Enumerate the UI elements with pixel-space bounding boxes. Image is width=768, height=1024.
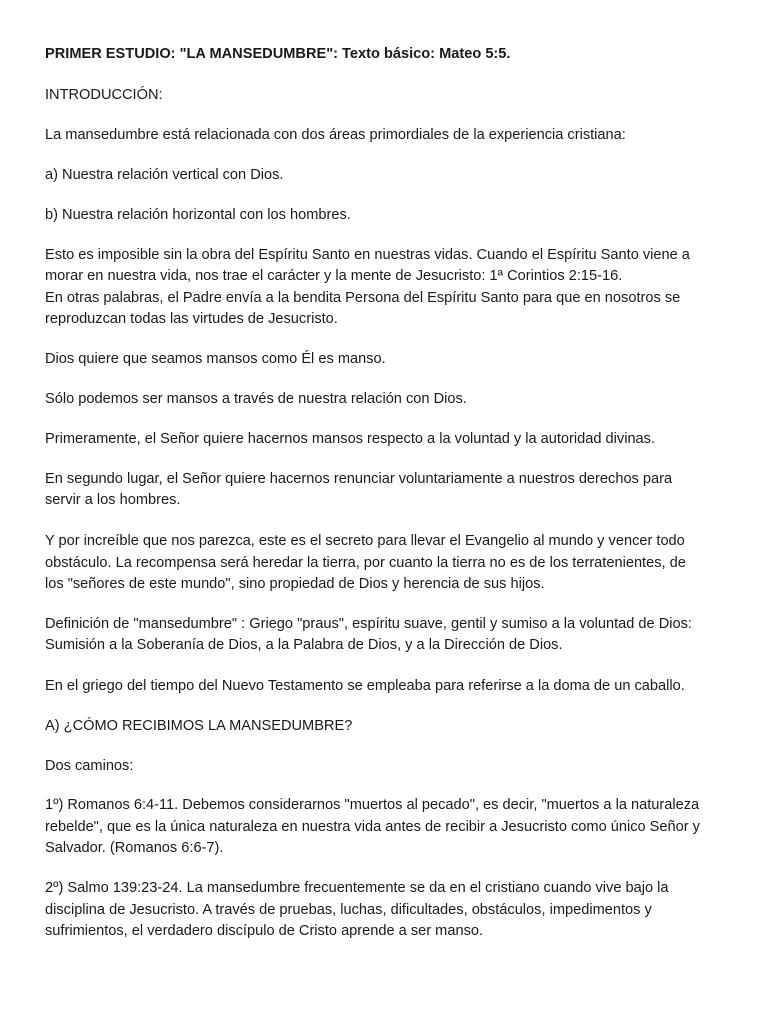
paragraph-1: La mansedumbre está relacionada con dos áreas primordiales de la experiencia cristiana: xyxy=(45,127,626,143)
paragraph-10-line-1: Definición de "mansedumbre" : Griego "praus", espíritu suave, gentil y sumiso a la voluntad de Dios: xyxy=(45,616,692,632)
paragraph-5: Dios quiere que seamos mansos como Él es manso. xyxy=(45,351,386,367)
paragraph-7: Primeramente, el Señor quiere hacernos mansos respecto a la voluntad y la autoridad divinas. xyxy=(45,431,656,447)
paragraph-8-line-1: En segundo lugar, el Señor quiere hacernos renunciar voluntariamente a nuestros derechos para xyxy=(45,471,673,487)
paragraph-2: a) Nuestra relación vertical con Dios. xyxy=(45,167,284,183)
paragraph-4-line-1: Esto es imposible sin la obra del Espíritu Santo en nuestras vidas. Cuando el Espíritu Santo viene a xyxy=(45,247,690,263)
paragraph-14-line-2: disciplina de Jesucristo. A través de pruebas, luchas, dificultades, obstáculos, impedimentos y xyxy=(45,902,652,918)
paragraph-4-line-4: reproduzcan todas las virtudes de Jesucristo. xyxy=(45,311,338,327)
section-a-heading: A) ¿CÓMO RECIBIMOS LA MANSEDUMBRE? xyxy=(45,718,353,734)
paragraph-13-line-2: rebelde", que es la única naturaleza en nuestra vida antes de recibir a Jesucristo como único Señor y xyxy=(45,819,700,835)
paragraph-4-line-2: morar en nuestra vida, nos trae el carácter y la mente de Jesucristo: 1ª Corintios 2:15-16. xyxy=(45,268,623,284)
paragraph-6: Sólo podemos ser mansos a través de nuestra relación con Dios. xyxy=(45,391,467,407)
paragraph-11: En el griego del tiempo del Nuevo Testamento se empleaba para referirse a la doma de un caballo. xyxy=(45,678,685,694)
paragraph-12: Dos caminos: xyxy=(45,758,134,774)
paragraph-3: b) Nuestra relación horizontal con los hombres. xyxy=(45,207,351,223)
document-title: PRIMER ESTUDIO: "LA MANSEDUMBRE": Texto básico: Mateo 5:5. xyxy=(45,46,511,62)
intro-heading: INTRODUCCIÓN: xyxy=(45,87,163,103)
paragraph-9-line-2: obstáculo. La recompensa será heredar la tierra, por cuanto la tierra no es de los terratenientes, de xyxy=(45,555,686,571)
paragraph-13-line-3: Salvador. (Romanos 6:6-7). xyxy=(45,840,224,856)
paragraph-10-line-2: Sumisión a la Soberanía de Dios, a la Palabra de Dios, y a la Dirección de Dios. xyxy=(45,637,563,653)
paragraph-14-line-3: sufrimientos, el verdadero discípulo de Cristo aprende a ser manso. xyxy=(45,923,484,939)
paragraph-9-line-1: Y por increíble que nos parezca, este es el secreto para llevar el Evangelio al mundo y vencer todo xyxy=(45,533,685,549)
paragraph-13-line-1: 1º) Romanos 6:4-11. Debemos considerarnos "muertos al pecado", es decir, "muertos a la naturaleza xyxy=(45,797,700,813)
paragraph-14-line-1: 2º) Salmo 139:23-24. La mansedumbre frecuentemente se da en el cristiano cuando vive bajo la xyxy=(45,880,669,896)
paragraph-8-line-2: servir a los hombres. xyxy=(45,492,181,508)
paragraph-4-line-3: En otras palabras, el Padre envía a la bendita Persona del Espíritu Santo para que en nosotros se xyxy=(45,290,681,306)
paragraph-9-line-3: los "señores de este mundo", sino propiedad de Dios y herencia de sus hijos. xyxy=(45,576,545,592)
